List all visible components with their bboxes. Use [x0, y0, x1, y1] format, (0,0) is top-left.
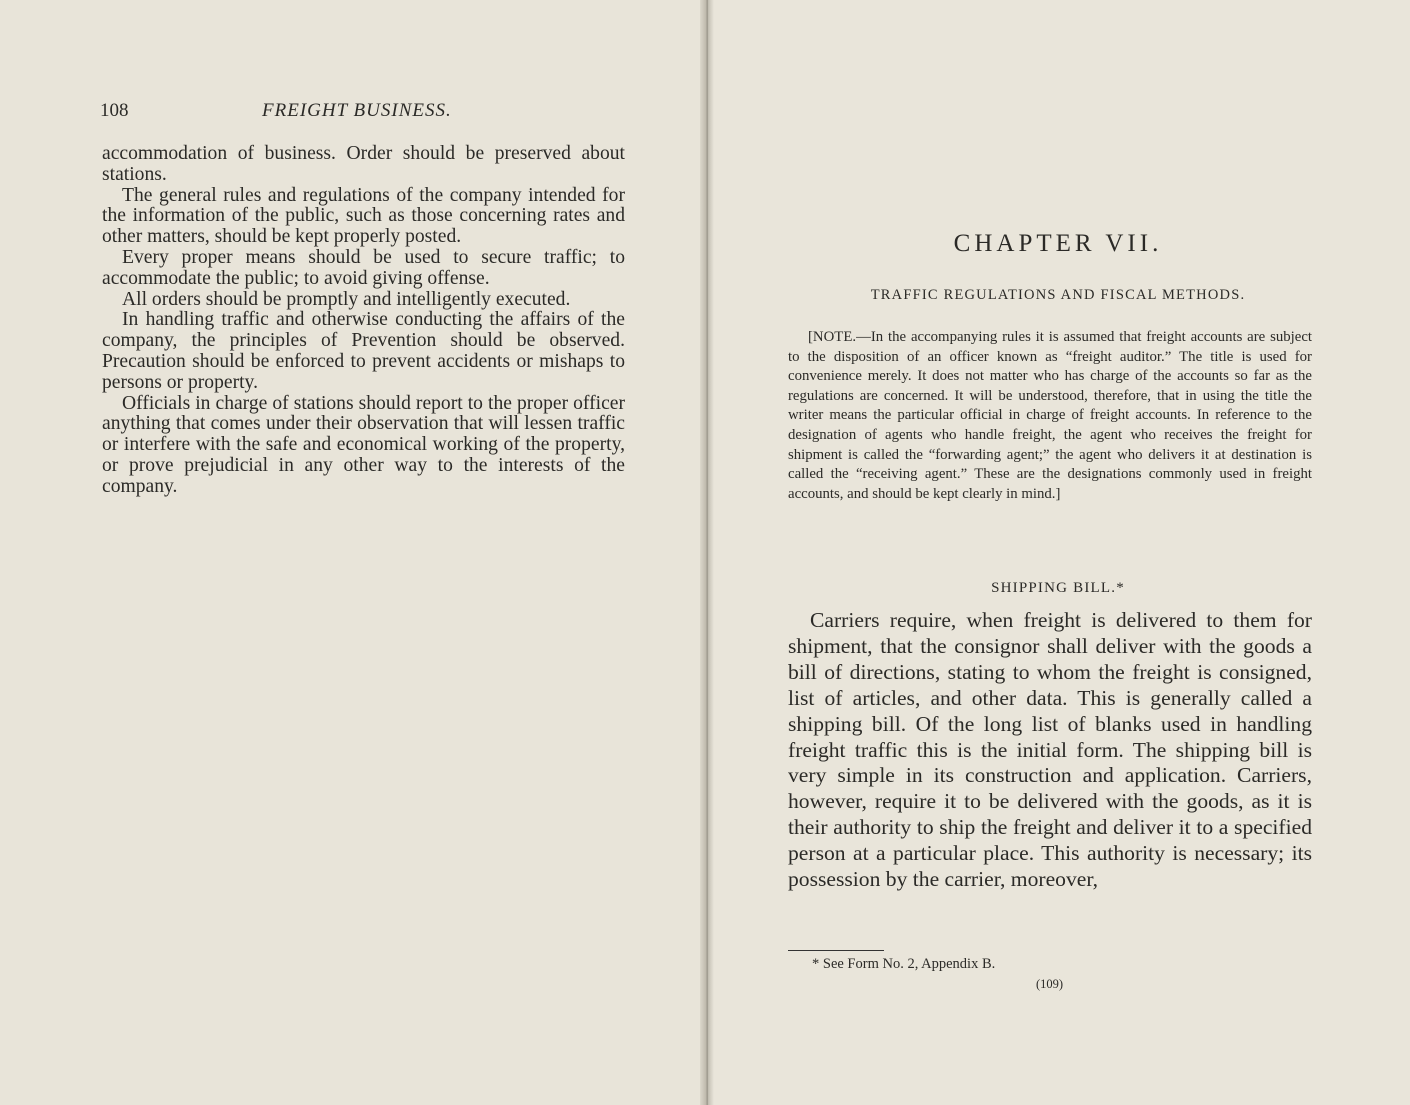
paragraph: Every proper means should be used to secure traffic; to accommodate the public; to avoid giving offense. [102, 246, 625, 289]
running-title: FREIGHT BUSINESS. [262, 100, 452, 121]
paragraph: Officials in charge of stations should report to the proper officer anything that comes under their observation that will lessen traffic or interfere with the safe and economical working of the property, or prove prejudicial in any other way to the interests of the company. [102, 392, 625, 497]
footnote-rule [788, 950, 884, 951]
body-paragraph: Carriers require, when freight is delivered to them for shipment, that the consignor shall deliver with the goods a bill of directions, stating to whom the freight is consigned, list of articles, and other data. This is generally called a shipping bill. Of the long list of blanks used in handling freight traffic this is the initial form. The shipping bill is very simple in its construction and application. Carriers, however, require it to be delivered with the goods, as it is their authority to ship the freight and deliver it to a specified person at a particular place. This authority is necessary; its possession by the carrier, moreover, [788, 608, 1312, 892]
editorial-note: [NOTE.—In the accompanying rules it is assumed that freight accounts are subject to the disposition of an officer known as “freight auditor.” The title is used for convenience merely. It does not matter who has charge of the accounts so far as the regulations are concerned. It will be understood, therefore, that in using the title the writer means the particular official in charge of freight accounts. In reference to the designation of agents who handle freight, the agent who receives the freight for shipment is called the “forwarding agent;” the agent who delivers it at destination is called the “receiving agent.” These are the designations commonly used in freight accounts, and should be kept clearly in mind.] [788, 329, 1312, 502]
book-gutter [700, 0, 714, 1105]
footnote: * See Form No. 2, Appendix B. [812, 956, 996, 972]
section-heading: SHIPPING BILL.* [991, 580, 1125, 596]
right-page [706, 0, 1410, 1105]
left-page-text [102, 144, 625, 498]
paragraph: accommodation of business. Order should be preserved about stations. [102, 143, 625, 185]
paragraph: The general rules and regulations of the company intended for the information of the public, such as those concerning rates and other matters, should be kept properly posted. [102, 184, 625, 248]
paragraph: In handling traffic and otherwise conducting the affairs of the company, the principles of Prevention should be observed. Precaution should be enforced to prevent accidents or mishaps to persons or property. [102, 309, 625, 393]
chapter-subtitle: TRAFFIC REGULATIONS AND FISCAL METHODS. [870, 287, 1246, 303]
page-number: (109) [1036, 977, 1064, 991]
chapter-heading: CHAPTER VII. [953, 230, 1163, 257]
page-number: 108 [100, 100, 129, 121]
paragraph: All orders should be promptly and intelligently executed. [122, 288, 571, 310]
